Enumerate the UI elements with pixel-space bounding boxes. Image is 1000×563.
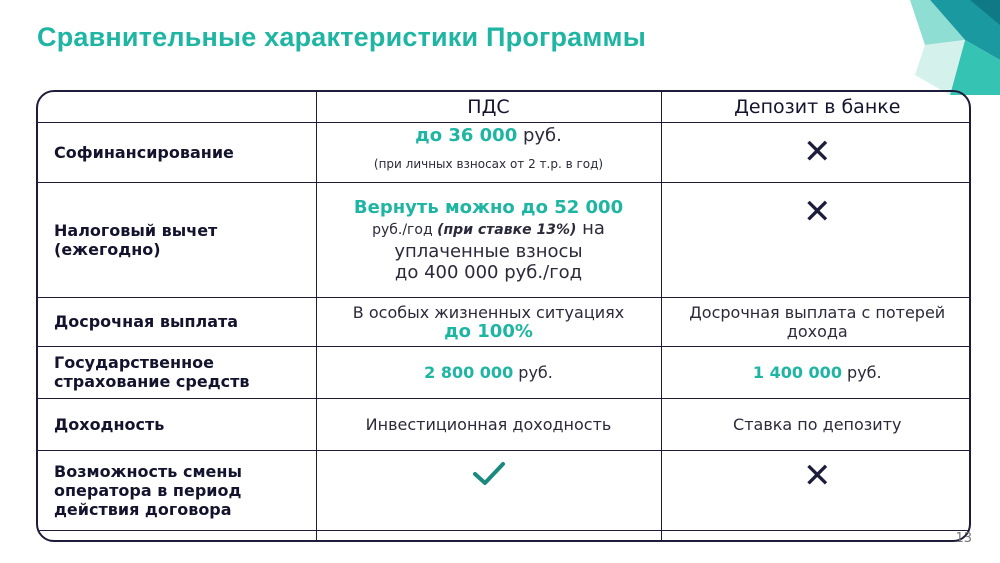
pds-tax-line3: уплаченные взносы — [394, 240, 583, 262]
row-cofinancing — [38, 122, 971, 182]
deposit-insurance-amount: 1 400 000 — [752, 362, 842, 382]
row-operator — [38, 450, 971, 530]
page-title: Сравнительные характеристики Программы — [37, 22, 646, 52]
pds-tax-line4: до 400 000 руб./год — [394, 261, 583, 283]
pds-cofinancing-unit: руб. — [517, 125, 562, 146]
row-label: Доходность — [38, 398, 316, 450]
row-tax — [38, 182, 971, 297]
pds-cofinancing-cell — [316, 122, 661, 182]
row-early — [38, 297, 971, 346]
pds-yield-cell: Инвестиционная доходность — [316, 398, 661, 450]
pds-tax-na: на — [576, 217, 605, 239]
deposit-operator-cell — [661, 450, 971, 530]
check-icon — [472, 461, 506, 487]
pds-tax-headline: Вернуть можно до 52 000 — [353, 196, 624, 218]
row-label: Возможность смены оператора в период действия договора — [38, 450, 316, 530]
cross-icon: ✕ — [803, 191, 832, 232]
deposit-cofinancing-cell — [661, 122, 971, 182]
deposit-early-cell — [661, 297, 971, 346]
empty-cell — [316, 530, 661, 542]
cross-icon: ✕ — [803, 132, 832, 172]
cross-icon: ✕ — [803, 455, 832, 496]
row-insurance — [38, 346, 971, 398]
deposit-insurance-unit: руб. — [841, 362, 882, 382]
pds-cofinancing-note: (при личных взносах от 2 т.р. в год) — [373, 157, 604, 171]
header-row — [38, 92, 971, 122]
pds-early-amount: до 100% — [444, 320, 533, 342]
deposit-early-line2: дохода — [786, 321, 848, 341]
deposit-tax-cell — [661, 182, 971, 297]
header-empty — [38, 92, 316, 122]
pds-tax-unit: руб./год — [372, 221, 438, 238]
pds-cofinancing-amount: до 36 000 — [415, 125, 518, 146]
deposit-yield-cell: Ставка по депозиту — [661, 398, 971, 450]
pds-insurance-cell — [316, 346, 661, 398]
pds-operator-cell — [316, 450, 661, 530]
deposit-insurance-cell — [661, 346, 971, 398]
pds-tax-rate: (при ставке 13%) — [437, 221, 577, 238]
pds-early-cell — [316, 297, 661, 346]
row-label: Государственное страхование средств — [38, 346, 316, 398]
pds-tax-cell — [316, 182, 661, 297]
pds-early-text: В особых жизненных ситуациях — [352, 302, 625, 322]
empty-cell — [38, 530, 316, 542]
page-number: 13 — [955, 531, 972, 546]
row-empty — [38, 530, 971, 542]
row-label: Софинансирование — [38, 122, 316, 182]
pds-insurance-unit: руб. — [513, 362, 553, 382]
header-pds: ПДС — [316, 92, 661, 122]
pds-insurance-amount: 2 800 000 — [424, 362, 514, 382]
row-label: Досрочная выплата — [38, 297, 316, 346]
header-deposit: Депозит в банке — [661, 92, 971, 122]
row-label: Налоговый вычет (ежегодно) — [38, 182, 316, 297]
row-yield — [38, 398, 971, 450]
empty-cell — [661, 530, 971, 542]
deposit-early-line1: Досрочная выплата с потерей — [689, 302, 946, 322]
comparison-table — [36, 90, 971, 542]
decorative-hexagon-graphic — [870, 0, 1000, 95]
